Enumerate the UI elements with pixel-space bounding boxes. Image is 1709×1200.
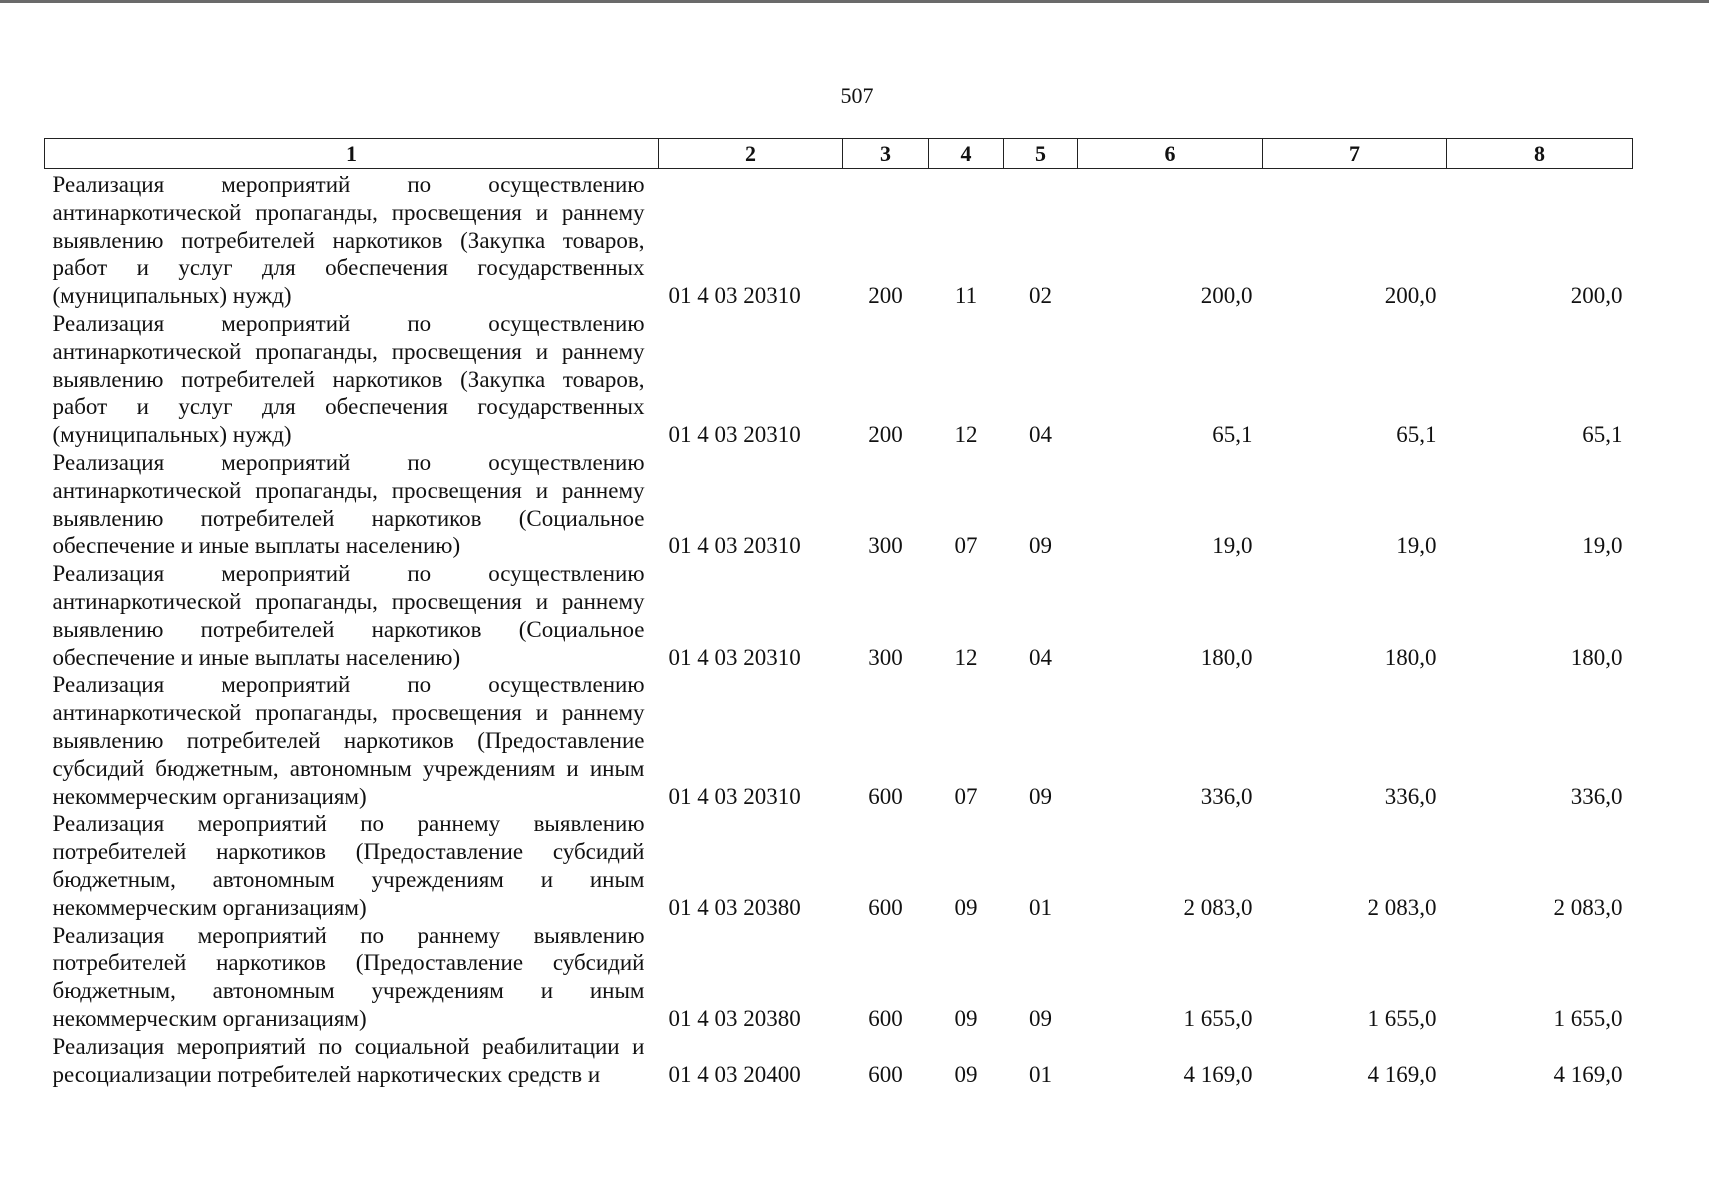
row-col-3: 600: [868, 1061, 903, 1087]
row-col-4: 09: [954, 894, 978, 920]
row-amount-6: 2 083,0: [1183, 894, 1253, 920]
row-col-5: 04: [1029, 422, 1052, 448]
row-amount-8: 180,0: [1570, 644, 1623, 670]
row-amount-6: 4 169,0: [1183, 1061, 1253, 1087]
row-amount-7: 180,0: [1384, 644, 1437, 670]
row-amount-7: 200,0: [1384, 283, 1437, 309]
row-col-3: 600: [868, 1005, 903, 1031]
header-col-1: 1: [45, 139, 659, 169]
row-col-4: 12: [954, 644, 978, 670]
table-row: [45, 169, 1633, 310]
row-amount-6: 1 655,0: [1183, 1005, 1253, 1031]
row-col-5: 09: [1029, 533, 1052, 559]
header-col-6: 6: [1078, 139, 1263, 169]
row-col-3: 200: [868, 283, 903, 309]
row-amount-8: 200,0: [1570, 283, 1623, 309]
scan-top-edge: [0, 0, 1709, 3]
row-target-code: 01 4 03 20310: [668, 644, 801, 670]
table-row: [45, 922, 1633, 1033]
budget-table: [44, 138, 1633, 1088]
row-col-3: 300: [868, 533, 903, 559]
row-description: Реализация мероприятий по осуществлению антинаркотической пропаганды, просвещения и раннему выявлению потребителей наркотиков (Закупка товаров, работ и услуг для обеспечения государственных (муниципальных) нужд): [52, 172, 645, 309]
row-col-5: 09: [1029, 783, 1052, 809]
row-col-3: 600: [868, 783, 903, 809]
row-col-5: 02: [1029, 283, 1052, 309]
row-amount-8: 65,1: [1582, 422, 1623, 448]
row-col-5: 01: [1029, 894, 1052, 920]
row-amount-8: 2 083,0: [1553, 894, 1623, 920]
header-col-8: 8: [1447, 139, 1633, 169]
row-target-code: 01 4 03 20400: [668, 1061, 801, 1087]
row-col-3: 600: [868, 894, 903, 920]
row-amount-6: 19,0: [1212, 533, 1253, 559]
row-amount-6: 200,0: [1200, 283, 1253, 309]
row-amount-8: 1 655,0: [1553, 1005, 1623, 1031]
row-description: Реализация мероприятий по осуществлению антинаркотической пропаганды, просвещения и раннему выявлению потребителей наркотиков (Закупка товаров, работ и услуг для обеспечения государственных (муниципальных) нужд): [52, 310, 645, 448]
row-description: Реализация мероприятий по осуществлению антинаркотической пропаганды, просвещения и раннему выявлению потребителей наркотиков (Предоставление субсидий бюджетным, автономным учреждениям и иным некоммерческим организациям): [52, 672, 645, 809]
row-amount-6: 180,0: [1200, 644, 1253, 670]
header-col-4: 4: [929, 139, 1004, 169]
row-col-5: 01: [1029, 1061, 1052, 1087]
row-col-4: 07: [954, 533, 978, 559]
row-col-4: 09: [954, 1005, 978, 1031]
header-col-2: 2: [659, 139, 843, 169]
row-col-3: 300: [868, 644, 903, 670]
row-description: Реализация мероприятий по социальной реабилитации и ресоциализации потребителей наркотических средств и: [52, 1033, 645, 1087]
row-col-5: 04: [1029, 644, 1052, 670]
page-number: 507: [840, 83, 874, 108]
row-col-4: 12: [954, 422, 978, 448]
row-amount-7: 4 169,0: [1367, 1061, 1437, 1087]
table-row: [45, 449, 1633, 560]
row-amount-7: 2 083,0: [1367, 894, 1437, 920]
row-col-5: 09: [1029, 1005, 1052, 1031]
header-col-7: 7: [1263, 139, 1447, 169]
row-amount-7: 1 655,0: [1367, 1005, 1437, 1031]
table-row: [45, 560, 1633, 671]
table-body: [45, 169, 1633, 1089]
row-target-code: 01 4 03 20380: [668, 894, 801, 920]
row-description: Реализация мероприятий по раннему выявлению потребителей наркотиков (Предоставление субсидий бюджетным, автономным учреждениям и иным некоммерческим организациям): [52, 811, 645, 920]
table-row: [45, 671, 1633, 810]
row-col-4: 07: [954, 783, 978, 809]
row-amount-7: 65,1: [1396, 422, 1437, 448]
row-col-3: 200: [868, 422, 903, 448]
row-amount-8: 4 169,0: [1553, 1061, 1623, 1087]
row-amount-6: 65,1: [1212, 422, 1253, 448]
table-row: [45, 810, 1633, 921]
row-amount-8: 19,0: [1582, 533, 1623, 559]
table-header: [45, 139, 1633, 169]
header-col-3: 3: [843, 139, 929, 169]
row-amount-6: 336,0: [1200, 783, 1253, 809]
row-target-code: 01 4 03 20310: [668, 533, 801, 559]
row-target-code: 01 4 03 20380: [668, 1005, 801, 1031]
row-target-code: 01 4 03 20310: [668, 283, 801, 309]
row-col-4: 09: [954, 1061, 978, 1087]
table-row: [45, 1033, 1633, 1089]
row-description: Реализация мероприятий по раннему выявлению потребителей наркотиков (Предоставление субсидий бюджетным, автономным учреждениям и иным некоммерческим организациям): [52, 922, 645, 1031]
header-col-5: 5: [1004, 139, 1078, 169]
row-description: Реализация мероприятий по осуществлению антинаркотической пропаганды, просвещения и раннему выявлению потребителей наркотиков (Социальное обеспечение и иные выплаты населению): [52, 449, 645, 559]
header-row: [45, 139, 1633, 169]
row-col-4: 11: [954, 283, 978, 309]
row-amount-7: 336,0: [1384, 783, 1437, 809]
table-row: [45, 310, 1633, 449]
row-description: Реализация мероприятий по осуществлению антинаркотической пропаганды, просвещения и раннему выявлению потребителей наркотиков (Социальное обеспечение и иные выплаты населению): [52, 561, 645, 670]
row-amount-8: 336,0: [1570, 783, 1623, 809]
row-target-code: 01 4 03 20310: [668, 783, 801, 809]
row-amount-7: 19,0: [1396, 533, 1437, 559]
row-target-code: 01 4 03 20310: [668, 422, 801, 448]
